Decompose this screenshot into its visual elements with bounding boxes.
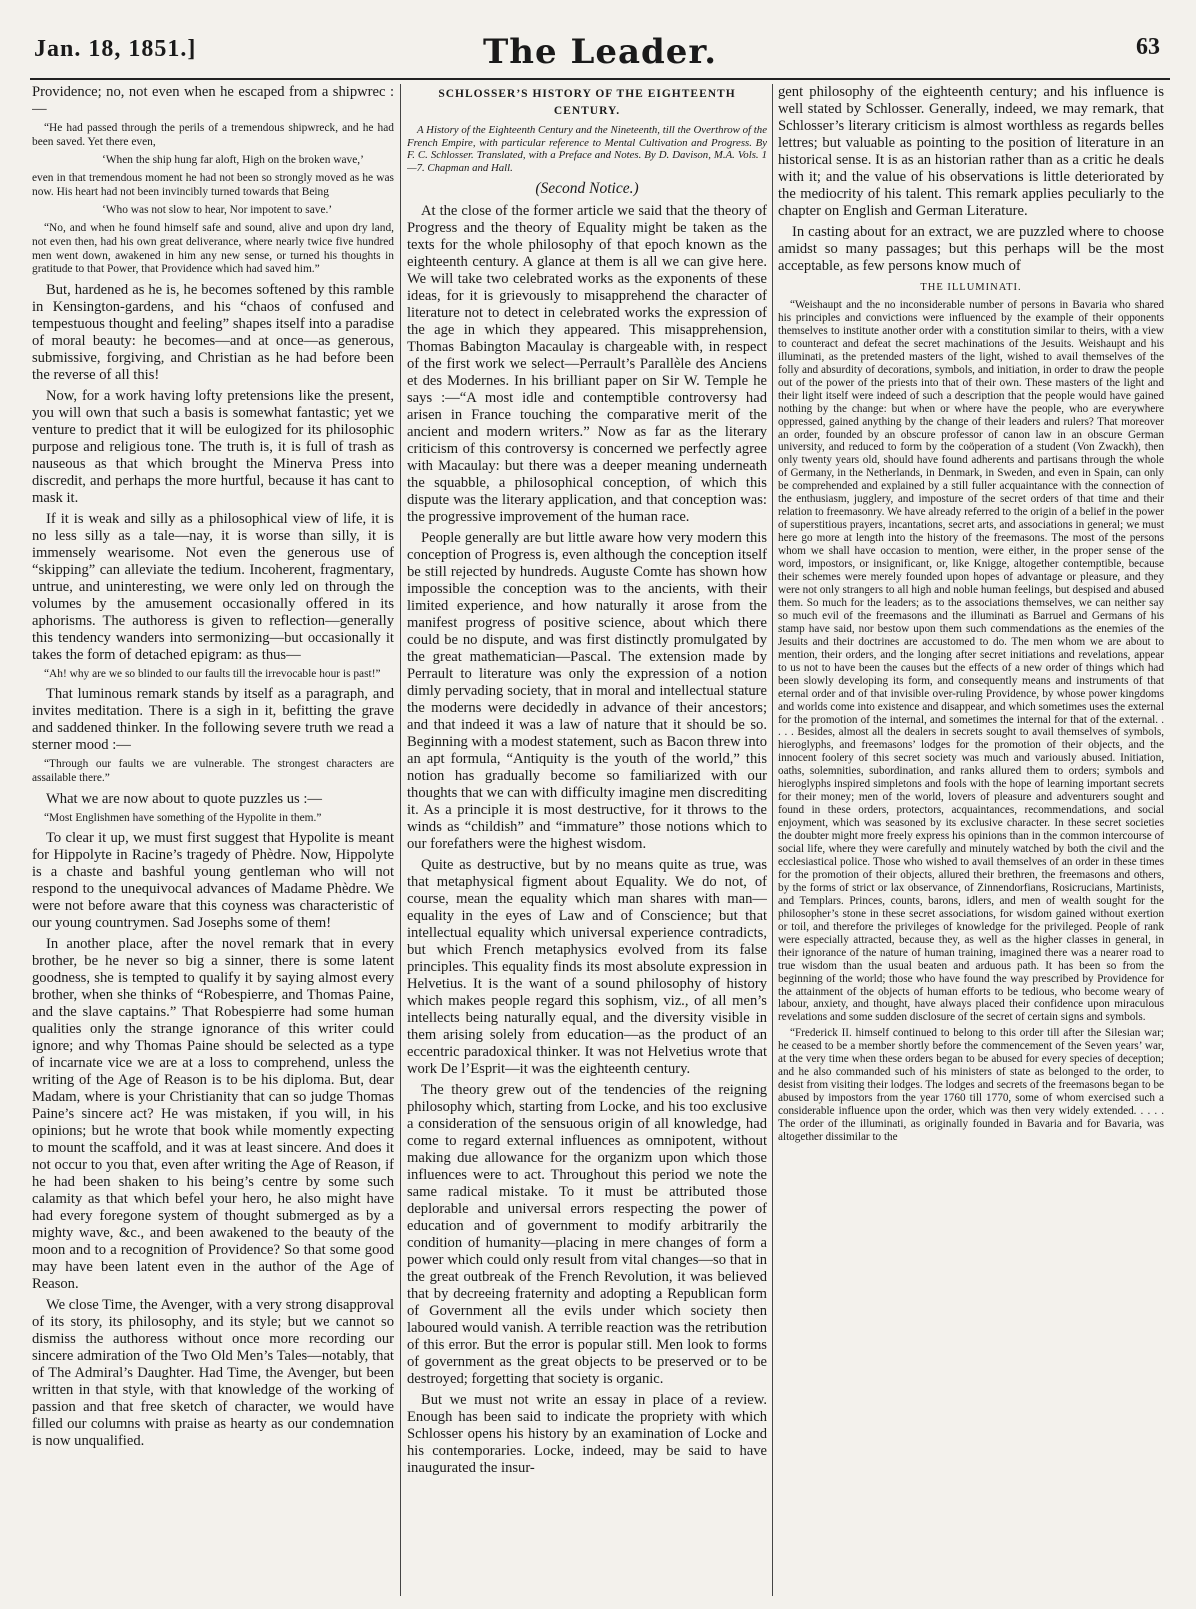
quotation: “He had passed through the perils of a tremendous shipwreck, and he had been saved. Yet there even, xyxy=(32,122,394,148)
column-divider xyxy=(772,84,773,1596)
paragraph: Now, for a work having lofty pretensions like the present, you will own that such a basis is somewhat fantastic; yet we venture to predict that it will be eulogized for its philosophic purpose and religious tone. The truth is, it is full of trash as nauseous as that which brought the Minerva Press into discredit, and perhaps the more hurtful, because it has cant to mask it. xyxy=(32,387,394,506)
paragraph: The theory grew out of the tendencies of the reigning philosophy which, starting from Locke, and his too exclusive a consideration of the sensuous origin of all knowledge, had come to regard external influences as omnipotent, without making due allowance for the organizm upon which those influences were to act. Throughout this period we note the same radical mistake. To it must be attributed those deplorable and universal errors respecting the power of education and of government to modify arbitrarily the condition of humanity—placing in mere changes of form a power which could only result from vital changes—so that in the great outbreak of the French Revolution, it was believed that by decreeing fraternity and adopting a Republican form of Government all the evils under which society then laboured would vanish. A terrible reaction was the retribution of this error. But the error is popular still. Men look to forms of government as the great objects to be preserved or to be destroyed; forgetting that society is organic. xyxy=(407,1082,767,1387)
quotation: “Through our faults we are vulnerable. The strongest characters are assailable there.” xyxy=(32,758,394,784)
page-number: 63 xyxy=(1136,34,1160,60)
quotation: “No, and when he found himself safe and sound, alive and upon dry land, not even then, had his own great deliverance, where nearly twice five hundred men went down, awakened in him any new sense, or turned his thoughts in gratitude to that Power, that Providence which had saved him.” xyxy=(32,222,394,276)
verse-quotation: ‘Who was not slow to hear, Nor impotent to save.’ xyxy=(102,204,333,217)
paragraph: But, hardened as he is, he becomes softened by this ramble in Kensington-gardens, and his “chaos of confused and tempestuous thought and feeling” shapes itself into a paradise of moral beauty: he becomes—and at once—as generous, submissive, forgiving, and Christian as he had before been the reverse of all this! xyxy=(32,281,394,383)
notice-label: (Second Notice.) xyxy=(535,180,639,197)
newspaper-title: The Leader. xyxy=(482,32,718,72)
paragraph: Quite as destructive, but by no means quite as true, was that metaphysical figment about Equality. We do not, of course, mean the equality which man shares with man—equality in the eyes of Law and of Conscience; but that intellectual equality which universal experience contradicts, but which French metaphysics evolved from its false principles. This equality finds its most absolute expression in Helvetius. It is the want of a sound philosophy of history which makes people regard this sophism, viz., of all men’s intellects being naturally equal, and the diversity visible in them arising solely from education—as the product of an eccentric paradoxical thinker. It was not Helvetius wrote that work De l’Esprit—it was the eighteenth century. xyxy=(407,857,767,1077)
paragraph: What we are now about to quote puzzles us :— xyxy=(46,790,322,807)
article-heading: SCHLOSSER’S HISTORY OF THE EIGHTEENTH CENTURY. xyxy=(438,88,736,117)
paragraph: At the close of the former article we said that the theory of Progress and the theory of Equality might be taken as the texts for the whole philosophy of that epoch known as the eighteenth century. A glance at them is all we can give here. We will take two celebrated works as the exponents of these ideas, for it is grievously to misapprehend the character of literature not to detect in celebrated works the expression of the age in which they appeared. This misapprehension, Thomas Babington Macaulay is chargeable with, in respect of the first work we select—Perrault’s Parallèle des Anciens et des Modernes. In his brilliant paper on Sir W. Temple he says :—“A most idle and contemptible controversy had arisen in France touching the comparative merit of the ancient and modern writers.” Now as far as the literary criticism of this controversy is concerned we perfectly agree with Macaulay: but there was a deeper meaning underneath the squabble, a philosophical conception, of which this dispute was the literary application, and that conception was: the progressive improvement of the human race. xyxy=(407,203,767,525)
paragraph: That luminous remark stands by itself as a paragraph, and invites meditation. There is a sigh in it, befitting the grave and saddened thinker. In the following severe truth we read a sterner mood :— xyxy=(32,686,394,754)
paragraph: To clear it up, we must first suggest that Hypolite is meant for Hippolyte in Racine’s tragedy of Phèdre. Now, Hippolyte is a chaste and bashful young gentleman who will not respond to the unequivocal advances of Madame Phèdre. We were not before aware that this coyness was characteristic of our young countrymen. Sad Josephs some of them! xyxy=(32,830,394,932)
paragraph: If it is weak and silly as a philosophical view of life, it is no less silly as a tale—nay, it is worse than silly, it is immensely wearisome. Not even the generous use of “skipping” can alleviate the tedium. Incoherent, fragmentary, untrue, and uninteresting, we were only led on through the volumes by the amusement occasionally offered in its aphorisms. The authoress is given to reflection—generally this tendency wanders into sermonizing—but occasionally it takes the form of detached epigram: as thus— xyxy=(32,510,394,663)
paragraph: In casting about for an extract, we are puzzled where to choose amidst so many passages; but this perhaps will be the most acceptable, as few persons know much of xyxy=(778,224,1164,274)
quotation: even in that tremendous moment he had not been so strongly moved as he was now. His heart had not been invincibly turned towards that Being xyxy=(32,172,394,198)
verse-quotation: ‘When the ship hung far aloft, High on the broken wave,’ xyxy=(102,154,364,167)
quotation: “Ah! why are we so blinded to our faults till the irrevocable hour is past!” xyxy=(44,667,381,680)
paragraph: But we must not write an essay in place of a review. Enough has been said to indicate the propriety with which Schlosser opens his history by an examination of Locke and his contemporaries. Locke, indeed, may be said to have inaugurated the insur- xyxy=(407,1392,767,1476)
issue-date: Jan. 18, 1851.] xyxy=(34,36,197,62)
column-1 xyxy=(32,84,394,1594)
column-divider xyxy=(400,84,401,1596)
paragraph: Providence; no, not even when he escaped from a shipwrec :— xyxy=(32,84,394,117)
paragraph: In another place, after the novel remark that in every brother, be he never so big a sinner, there is some latent goodness, she is tempted to qualify it by saying almost every brother, when she thinks of “Robespierre, and Thomas Paine, and the slave captains.” That Robespierre had some human qualities only the strange ignorance of this writer could ignore; and why Thomas Paine should be selected as a type of incarnate vice we are at a loss to comprehend, unless the writing of the Age of Reason is to be his diploma. But, dear Madam, where is your Christianity that can so judge Thomas Paine’s sincere act? He was mistaken, if you will, in his opinions; but he wrote that book while momently expecting to mount the scaffold, and it was at least sincere. And does it not occur to you that, even after writing the Age of Reason, if he had been shaken to his being’s centre by some such calamity as that which befel your hero, he also might have had every foregone system of thought submerged as by a mighty wave, &c., and been awakened to the beauty of the moon and to a recognition of Providence? So that some good may have been latent even in the author of the Age of Reason. xyxy=(32,936,394,1293)
book-citation: A History of the Eighteenth Century and the Nineteenth, till the Overthrow of the French Empire, with particular reference to Mental Cultivation and Progress. By F. C. Schlosser. Translated, with a Preface and Notes. By D. Davison, M.A. Vols. 1—7. Chapman and Hall. xyxy=(407,124,767,174)
masthead xyxy=(30,30,1170,80)
extract-quotation: “Frederick II. himself continued to belong to this order till after the Silesian war; he ceased to be a member shortly before the commencement of the Seven years’ war, at the very time when these orders began to be abused for every species of deception; and he also commanded such of his ministers of state as belonged to the order, to desist from visiting their lodges. The lodges and secrets of the freemasons began to be abused by impostors from the year 1760 till 1770, some of whom exercised such a considerable influence upon the order, which was then very widely extended. . . . . The order of the illuminati, as originally founded in Bavaria and for Bavaria, was altogether dissimilar to the xyxy=(778,1027,1164,1143)
column-2 xyxy=(407,84,767,1594)
paragraph: People generally are but little aware how very modern this conception of Progress is, even although the conception itself be still rejected by hundreds. Auguste Comte has shown how impossible the conception was to the ancients, with their limited experience, and how naturally it arose from the manifest progress of positive science, about which there could be no dispute, and was first distinctly promulgated by the great mathematician—Pascal. The extension made by Perrault to literature was only the expression of a notion dimly pervading society, that in moral and intellectual stature the moderns were decidedly in advance of their ancestors; and that indeed it was a law of nature that it should be so. Beginning with a modest statement, such as Bacon threw into an apt formula, “Antiquity is the youth of the world,” this notion has gradually become so familiarized with our thoughts that we can with difficulty imagine men discrediting it. As a principle it is most destructive, for it throws to the winds as “childish” and “immature” those notions which to our forefathers were the highest wisdom. xyxy=(407,530,767,852)
paragraph: We close Time, the Avenger, with a very strong disapproval of its story, its philosophy, and its style; but we cannot so dismiss the authoress without once more recording our sincere admiration of the Two Old Men’s Tales—notably, that of The Admiral’s Daughter. Had Time, the Avenger, but been written in that style, with that knowledge of the working of passion and that free sketch of character, we would have filled our columns with praise as hearty as our condemnation is now unqualified. xyxy=(32,1297,394,1450)
extract-heading: THE ILLUMINATI. xyxy=(920,282,1022,293)
extract-quotation: “Weishaupt and the no inconsiderable number of persons in Bavaria who shared his principles and convictions were influenced by the example of their opponents themselves to institute another order with a constitution similar to theirs, with a view to counteract and defeat the secret machinations of the Jesuits. Weishaupt and his illuminati, as the pretended masters of the light, wished to avail themselves of the folly and absurdity of decorations, symbols, and initiation, in order to draw the people out of the power of the priests into that of their own. These masters of the light and their light itself were indeed of such a description that the people would have gained nothing by the change: but when or where have the people, who are everywhere oppressed, gained anything by the change of their leaders and rulers? That moreover an order, founded by an obscure professor of canon law in an obscure German university, and reduced to form by the coöperation of a student (Von Zwackh), then only twenty years old, should have found adherents and partisans through the whole of Germany, in the Netherlands, in Denmark, in Sweden, and even in Spain, can only be comprehended and explained by a still fuller acquaintance with the connection of the enthusiasm, jugglery, and imposture of the secret orders of that time and their relation to freemasonry. We have already referred to the origin of a belief in the power of superstitious prayers, incantations, secret arts, and associations in general; we must here go more at length into the history of the freemasons. The most of the persons whom we shall have occasion to mention, were either, in the proper sense of the word, impostors, or insignificant, or, like Knigge, altogether contemptible, because their schemes were merely founded upon hopes of advantage or pleasure, and they were not only strangers to all high and noble human feelings, but despised and abused them. So much for the leaders; as to the associations themselves, we can neither say so much evil of the freemasons and the illuminati as Barruel and Germans of his stamp have said, nor bestow upon them such commendations as the enemies of the Jesuits and their doctrines are accustomed to do. The men whom we are about to mention, their orders, and the longing after secret initiations and revelations, appear to us not to have been the causes but the effects of a new order of things which had been slowly developing its form, and consequently means and instruments of that eternal order and of that invisible over-ruling Providence, by whose power kingdoms and worlds come into existence and disappear, and which sometimes uses the external for the promotion of the internal, and sometimes the internal for that of the external. . . . . Besides, almost all the dealers in secrets sought to avail themselves of symbols, hieroglyphs, and freemasons’ lodges for the promotion of their objects, and the innocent foolery of this secret society was much and variously abused. Initiation, oaths, solemnities, subordination, and ranks allured them to orders; symbols and hieroglyphs inspired simpletons and fools with the hope of learning important secrets for their money; men of the world, lovers of pleasure and adventurers sought and found in these orders, protectors, acquaintances, recommendations, and social enjoyment, which was seasoned by its exclusive character. In these secret societies the doubter might more freely express his opinions than in the common intercourse of social life, where they were carefully and minutely watched by both the civil and the ecclesiastical police. Those who wished to avail themselves of an order in these times for the promotion of their objects, allured their brethren, the freemasons and others, by the forms of strict or lax observance, of Zinnendorfians, Rosicrucians, Martinists, and Templars. Princes, counts, barons, idlers, and men of wealth sought for the philosopher’s stone in these secret associations, for wisdom gained without exertion or toil, and therefore the privileges of knowledge for the privileged. People of rank were especially attracted, because they, as well as the higher classes in general, in their ignorance of the nature of human training, imagined there was a nearer road to true wisdom than the usual beaten and arduous path. It has been so from the beginning of the world; those who have found the way prescribed by Providence for the attainment of the objects of human efforts to be tedious, who become weary of labour, anxiety, and thought, have always placed their confidence upon miraculous revelations and some sudden disclosure of the secret of certain signs and symbols. xyxy=(778,299,1164,1024)
column-3 xyxy=(778,84,1164,1594)
paragraph: gent philosophy of the eighteenth century; and his influence is well stated by Schlosser. Generally, indeed, we may remark, that Schlosser’s literary criticism is almost worthless as regards belles lettres; but valuable as pointing to the position of literature in an historical sense. It is as an historian rather than as a critic he deals with it; and the value of his observations is little deteriorated by the mediocrity of his talent. This remark applies peculiarly to the chapter on English and German Literature. xyxy=(778,84,1164,219)
quotation: “Most Englishmen have something of the Hypolite in them.” xyxy=(44,811,322,824)
